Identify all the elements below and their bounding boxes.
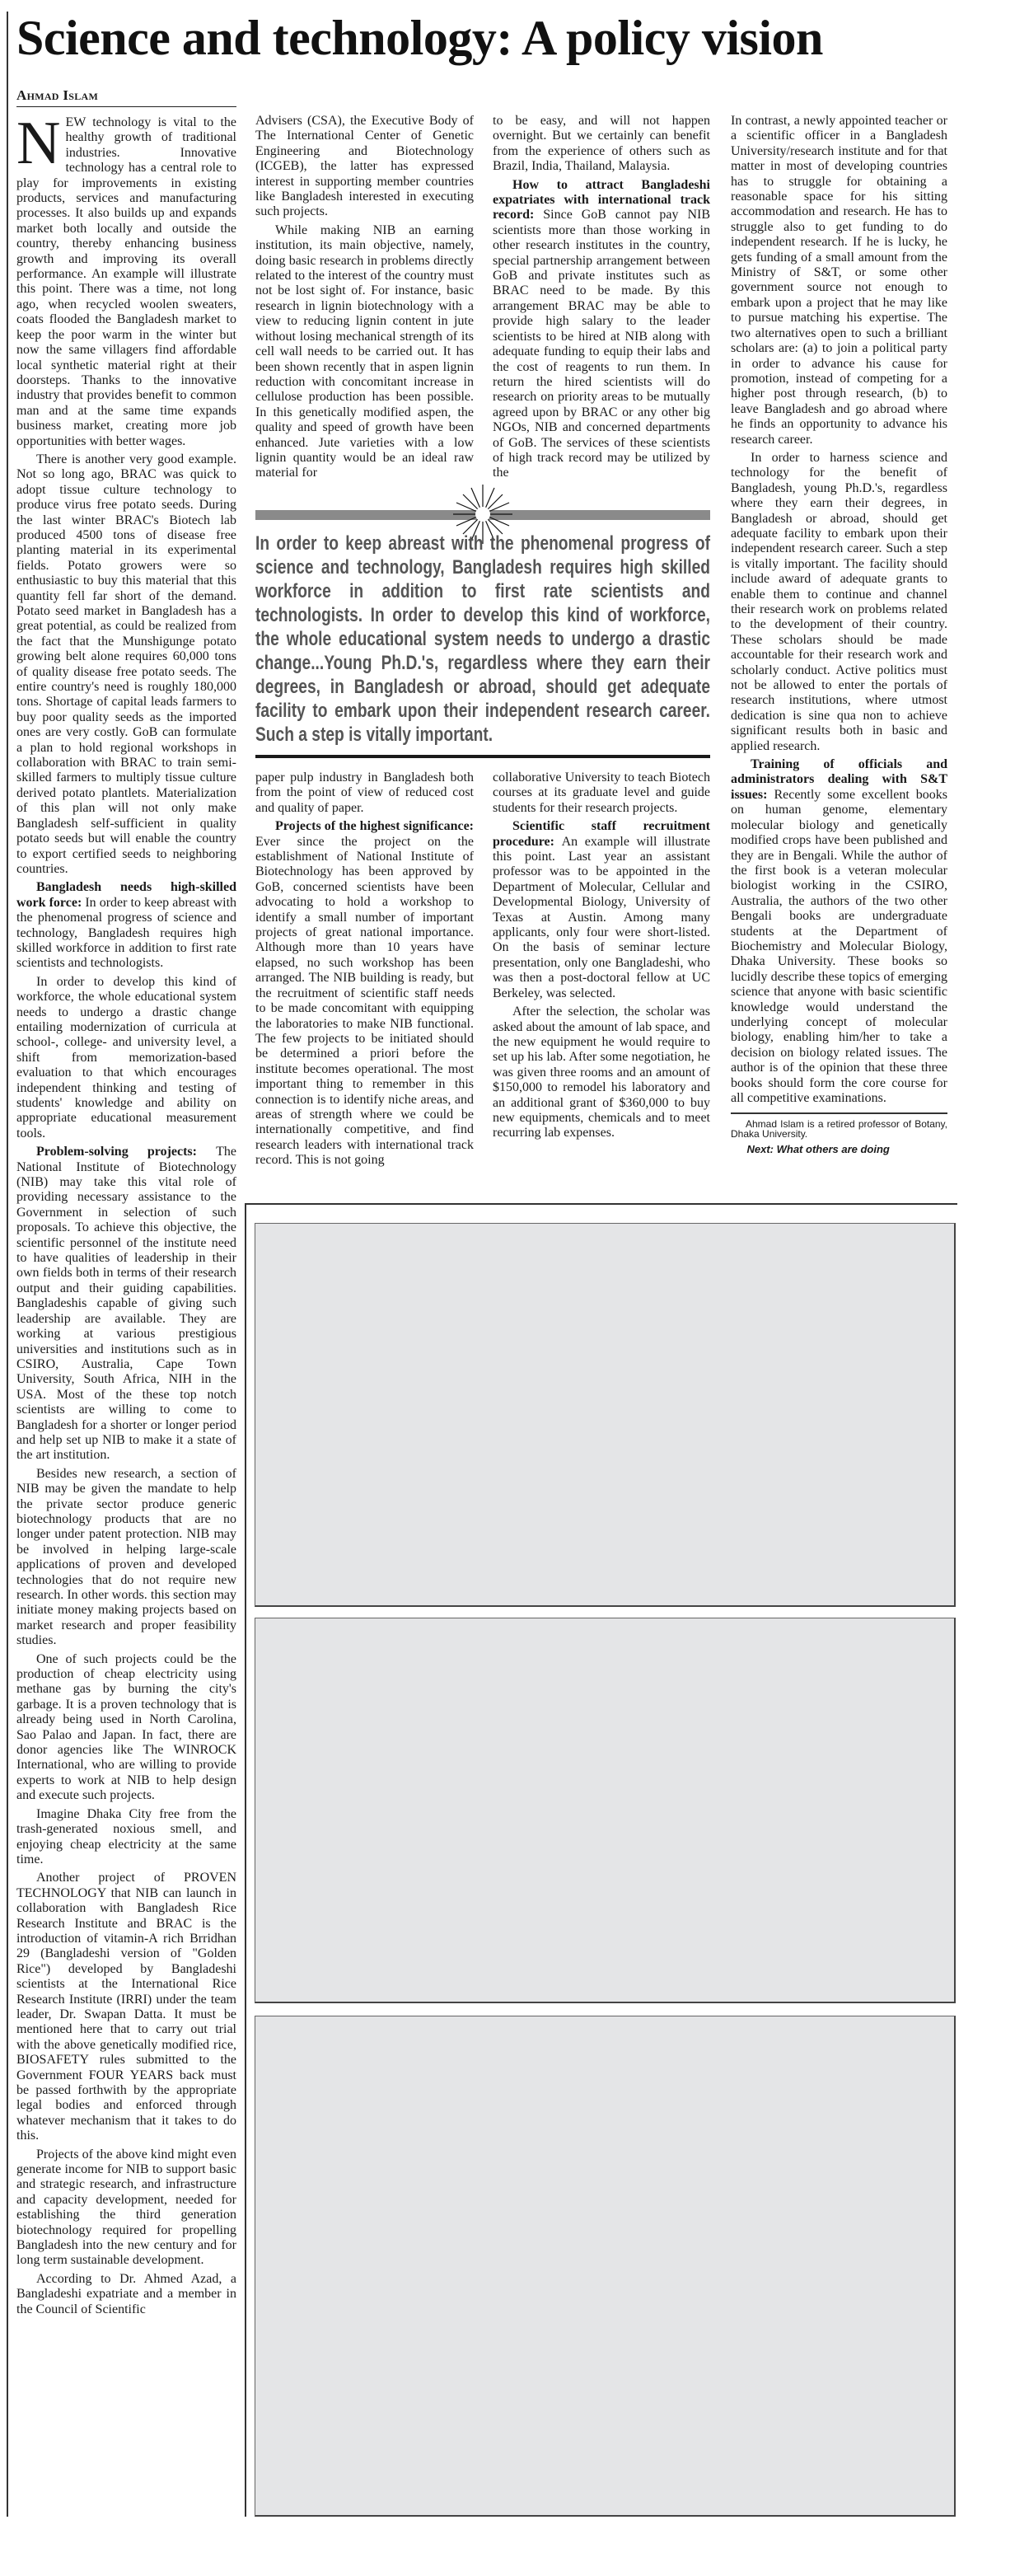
paragraph bbox=[255, 770, 474, 816]
paragraph bbox=[493, 114, 710, 175]
paragraph bbox=[16, 2147, 236, 2269]
paragraph-text: paper pulp industry in Bangladesh both from the point of view of reduced cost and quality of paper. bbox=[255, 770, 474, 815]
subheading: Problem-solving projects: bbox=[36, 1145, 197, 1159]
byline: Ahmad Islam bbox=[16, 87, 236, 107]
paragraph-text: to be easy, and will not happen overnight. But we certainly can benefit from the experience of others such as Brazil, India, Thailand, Malaysia. bbox=[493, 114, 710, 174]
subheading: Scientific staff recruitment procedure: bbox=[493, 819, 710, 849]
paragraph-text: In order to develop this kind of workforce, the whole educational system needs to undergo a drastic change entailing modernization of curricula at school-, college- and university level, a shift from memorization-based evaluation to that which encourages independent thinking and testing of students' knowledge and ability on appropriate educational measurement tools. bbox=[16, 974, 236, 1140]
drop-cap: N bbox=[16, 110, 61, 177]
paragraph bbox=[731, 451, 947, 754]
paragraph-text: Besides new research, a section of NIB may be given the mandate to help the private sector produce generic biotechnology products that are no longer under patent protection. NIB may be involved in helping large-scale applications of proven and developed technologies that do not require new research. In other words. this section may initiate money making projects based on market research and proper feasibility studies. bbox=[16, 1466, 236, 1648]
ad-placeholder-1 bbox=[255, 1223, 956, 1607]
paragraph bbox=[16, 1871, 236, 2143]
paragraph bbox=[16, 110, 236, 449]
credit-divider bbox=[731, 1112, 947, 1114]
subheading: Projects of the highest significance: bbox=[275, 819, 474, 834]
paragraph-text: According to Dr. Ahmed Azad, a Bangladeshi expatriate and a member in the Council of Scientific bbox=[16, 2271, 236, 2316]
paragraph bbox=[493, 770, 710, 816]
paragraph bbox=[255, 819, 474, 1168]
headline: Science and technology: A policy vision bbox=[16, 11, 823, 65]
paragraph-text: Recently some excellent books on human genome, elementary molecular biology and genetically modified crops have been published and they are in Bengali. While the author of the first book is a veteran molecular biologist working in the CSIRO, Australia, the authors of the two other Bengali books are undergraduate students at the Department of Biochemistry and Molecular Biology, Dhaka University. These books so lucidly describe these topics of emerging science that anyone with basic scientific knowledge would understand the underlying concept of molecular biology, enabling him/her to take a decision on biology related issues. The author is of the opinion that these three books should form the core course for all competitive examinations. bbox=[731, 787, 947, 1105]
ad-placeholder-2 bbox=[255, 1618, 956, 2003]
ad-placeholder-3 bbox=[255, 2016, 956, 2517]
paragraph-text: In contrast, a newly appointed teacher or a scientific officer in a Bangladesh University/research institute and for that matter in most of developing countries has to struggle for obtaining a reasonable space for his sitting accommodation and research. He has to struggle also to get funding to do independent research. If he is lucky, he gets funding of a small amount from the Ministry of S&T, or some other government source not enough to embark upon a project that he may like to pursue matching his expertise. The two alternatives open to such a brilliant scholars are: (a) to join a political party in order to advance his cause for promotion, instead of competing for a higher post through research, (b) to leave Bangladesh and go abroad where he finds an opportunity to advance his research career. bbox=[731, 114, 947, 447]
paragraph-text: Another project of PROVEN TECHNOLOGY that NIB can launch in collaboration with Bangladesh Rice Research Institute and BRAC is the introduction of vitamin-A rich Brridhan 29 (Bangladeshi version of "Golden Rice") developed by Bangladeshi scientists at the International Rice Research Institute (IRRI) under the team leader, Dr. Swapan Datta. It must be mentioned here that to carry out trial with the above genetically modified rice, BIOSAFETY rules submitted to the Government FOUR YEARS back must be passed forthwith by the appropriate legal bodies and enforced through whatever mechanism that it takes to do this. bbox=[16, 1871, 236, 2143]
paragraph bbox=[493, 1005, 710, 1141]
paragraph bbox=[731, 757, 947, 1106]
paragraph-text: Ever since the project on the establishment of National Institute of Biotechnology has been approved by GoB, concerned scientists have been advocating to hold a workshop to identify a small number of important projects of great national importance. Although more than 10 years have elapsed, no such workshop has been arranged. The NIB building is ready, but the recruitment of scientific staff needs to be made concomitant with equipping the laboratories to make NIB functional. The few projects to be initiated should be determined a priori before the institute becomes operational. The most important thing to remember in this connection is to identify niche areas, and areas of strength where we could be internationally competitive, and find research leaders with international track record. This is not going bbox=[255, 834, 474, 1168]
pullquote-container bbox=[255, 532, 710, 754]
subheading: Training of officials and administrators dealing with S&T issues: bbox=[731, 757, 947, 802]
paragraph-text: In order to keep abreast with the phenomenal progress of science and technology, Bangladesh requires high skilled workforce in addition to first rate scientists and technologists. bbox=[16, 895, 237, 971]
pullquote-bottom-rule bbox=[255, 755, 710, 758]
left-border-rule bbox=[7, 12, 8, 2517]
paragraph-text: The National Institute of Biotechnology (NIB) may take this vital role of providing necessary assistance to the Government in selection of such proposals. To achieve this objective, the scientific personnel of the institute need to have qualities of leadership in their own fields both in terms of their research output and their guiding capabilities. Bangladeshis capable of giving such leadership are available. They are working at various prestigious universities and institutions such as in CSIRO, Australia, Cape Town University, South Africa, NIH in the USA. Most of the these top notch scientists are willing to come to Bangladesh for a shorter or longer period and help set up NIB to make it a state of the art institution. bbox=[16, 1145, 237, 1463]
paragraph-text: There is another very good example. Not so long ago, BRAC was quick to adopt tissue culture technology to produce virus free potato seeds. During the last winter BRAC's Biotech lab produced 4500 tons of disease free planting material in its experimental fields. Potato growers were so enthusiastic to buy this material that this quantity fell far short of the demand. Potato seed market in Bangladesh has a great potential, as could be realized from the fact that the Munshigunge potato growing belt alone requires 60,000 tons of quality disease free potato seeds. The entire country's need is roughly 180,000 tons. Shortage of capital leads farmers to buy poor quality seeds as the imported ones are very costly. GoB can formulate a plan to hold regional workshops in collaboration with BRAC to train semi-skilled farmers to multiply tissue culture derived potato plantlets. Materialization of this plan will not only make Bangladesh self-sufficient in quality potato seeds but will enable the country to export certified seeds to neighboring countries. bbox=[16, 452, 236, 876]
column-divider-rule bbox=[245, 1203, 246, 2517]
subheading: Bangladesh needs high-skilled work force: bbox=[16, 880, 236, 910]
pullquote: In order to keep abreast with the phenomenal progress of science and technology, Bangladesh requires high skilled workforce in addition to first rate scientists and technologists. In order to develop this kind of workforce, the whole educational system needs to undergo a drastic change...Young Ph.D.'s, regardless where they earn their degrees, in Bangladesh or abroad, should get adequate facility to embark upon their independent research career. Such a step is vitally important. bbox=[255, 532, 710, 746]
paragraph bbox=[731, 114, 947, 447]
paragraph bbox=[16, 2272, 236, 2317]
article-column-2-top bbox=[255, 114, 474, 485]
paragraph bbox=[16, 452, 236, 877]
paragraph-text: After the selection, the scholar was asked about the amount of lab space, and the new equipment he would require to set up his lab. After some negotiation, he was given three rooms and an amount of $150,000 to remodel his laboratory and an additional grant of $360,000 to buy new equipments, chemicals and to meet recurring lab expenses. bbox=[493, 1005, 710, 1140]
next-installment-link[interactable]: Next: What others are doing bbox=[746, 1142, 890, 1155]
paragraph-text: collaborative University to teach Biotech courses at its graduate level and guide students for their research projects. bbox=[493, 770, 710, 815]
paragraph-text: One of such projects could be the production of cheap electricity using methane gas by burning the city's garbage. It is a proven technology that is already being used in North Carolina, Sao Palao and Japan. In fact, there are donor agencies like The WINROCK International, who are willing to provide experts to work at NIB to help design and execute such projects. bbox=[16, 1651, 236, 1803]
article-bottom-rule bbox=[245, 1203, 957, 1205]
paragraph-text: EW technology is vital to the healthy growth of traditional industries. Innovative technology has a central role to play for improvements in existing products, services and manufacturing processes. It also builds up and expands market both locally and outside the country, thereby enhancing business growth and improving its overall performance. An example will illustrate this point. There was a time, not long ago, when recycled woolen sweaters, coats flooded the Bangladesh market to keep the poor warm in the winter but now the same villagers find affordable local synthetic material right at their doorsteps. Thanks to the innovative industry that provides benefit to common man and at the same time expands business market, creating more job opportunities with better wages. bbox=[16, 115, 236, 448]
paragraph bbox=[16, 880, 236, 971]
paragraph bbox=[16, 1652, 236, 1804]
paragraph bbox=[16, 1807, 236, 1868]
paragraph bbox=[493, 178, 710, 481]
paragraph-text: An example will illustrate this point. Last year an assistant professor was to be appointed in the Department of Molecular, Cellular and Developmental Biology, University of Texas at Austin. Among many applicants, only four were short-listed. On the basis of seminar lecture presentation, only one Bangladeshi, who was then a post-doctoral fellow at UC Berkeley, was selected. bbox=[493, 834, 711, 1000]
article-column-3-bottom bbox=[493, 770, 710, 1145]
paragraph bbox=[16, 1145, 236, 1464]
paragraph-text: While making NIB an earning institution, its main objective, namely, doing basic research in problems directly related to the interest of the country must not be lost sight of. For instance, basic research in lignin biotechnology with a view to reducing lignin content in jute without losing mechanical strength of its cell wall needs to be carried out. It has been shown recently that in aspen lignin reduction with concomitant increase in cellulose production has been possible. In this genetically modified aspen, the quality and speed of growth have been enhanced. Jute varieties with a low lignin quantity would be an ideal raw material for bbox=[255, 222, 474, 480]
paragraph bbox=[493, 819, 710, 1001]
paragraph-text: Advisers (CSA), the Executive Body of The International Center of Genetic Engineering and Biotechnology (ICGEB), the latter has expressed interest in supporting member countries like Bangladesh interested in executing such projects. bbox=[255, 114, 474, 219]
article-column-1 bbox=[16, 110, 237, 2321]
paragraph bbox=[255, 114, 474, 220]
paragraph bbox=[16, 975, 236, 1141]
article-column-3-top bbox=[493, 114, 710, 485]
paragraph-text: In order to harness science and technology for the benefit of Bangladesh, young Ph.D.'s, regardless where they earn their degrees, in Bangladesh or abroad, should get adequate facility to embark upon their independent research career. Such a step is vitally important. The facility should include award of adequate grants to enable them to continue and channel their research work on problems related to the development of their country. These scholars should be made accountable for their research work and scholarly conduct. Active politics must not be allowed to enter the portals of research institutions, where utmost dedication is sine qua non to achieve significant results both in basic and applied research. bbox=[731, 450, 947, 753]
article-column-4 bbox=[731, 114, 947, 1160]
author-credit: Ahmad Islam is a retired professor of Botany, Dhaka University. bbox=[731, 1117, 947, 1140]
paragraph bbox=[255, 223, 474, 481]
paragraph-text: Projects of the above kind might even generate income for NIB to support basic and strategic research, and infrastructure and capacity development, needed for establishing the third generation biotechnology required for propelling Bangladesh into the new century and for long term sustainable development. bbox=[16, 2147, 236, 2268]
article-column-2-bottom bbox=[255, 770, 474, 1172]
paragraph-text: Imagine Dhaka City free from the trash-generated noxious smell, and enjoying cheap electricity at the same time. bbox=[16, 1806, 236, 1866]
subheading: How to attract Bangladeshi expatriates with international track record: bbox=[493, 177, 710, 222]
paragraph bbox=[16, 1467, 236, 1649]
paragraph-text: Since GoB cannot pay NIB scientists more than those working in other research institutes in the country, special partnership arrangement between GoB and private institutes such as BRAC need to be made. By this arrangement BRAC may be able to provide high salary to the leader scientists to be hired at NIB along with adequate funding to equip their labs and the cost of reagents to run them. In return the hired scientists will do research on priority areas to be mutually agreed upon by BRAC or any other big NGOs, NIB and concerned departments of GoB. The services of these scientists of high track record may be utilized by the bbox=[493, 208, 711, 480]
